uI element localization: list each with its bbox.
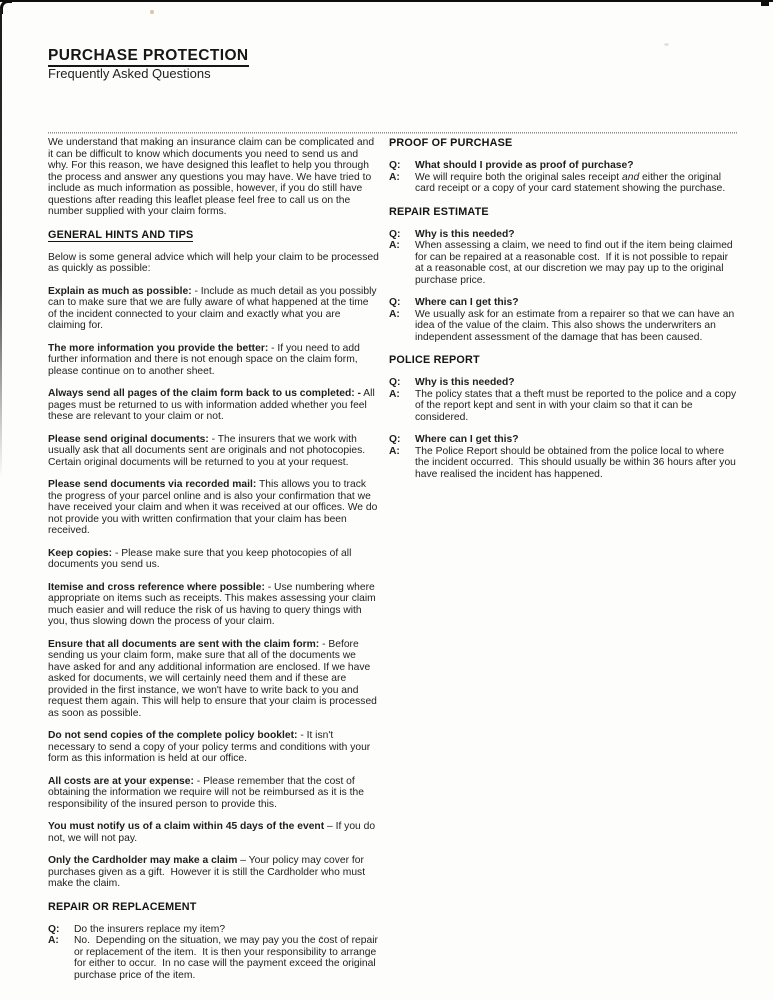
a-label: A: (389, 445, 400, 457)
qa-block (389, 160, 737, 195)
question-row (389, 297, 737, 309)
section-heading-text: POLICE REPORT (389, 354, 480, 366)
answer-text (74, 935, 379, 981)
a-label: A: (389, 308, 400, 320)
question-text: Why is this needed? (415, 377, 515, 388)
paragraph-text: – If you do not, we will not pay. (48, 821, 378, 844)
paragraph (48, 137, 379, 218)
two-column-layout (48, 137, 737, 992)
a-label: A: (48, 935, 59, 946)
answer-text-part: We will require both the original sales receipt (415, 171, 622, 183)
question-text: Where can I get this? (415, 297, 519, 308)
answer-text-part: No. Depending on the situation, we may pay you the cost of repair or replacement of the item. It is then your responsibility to arrange for either to occur. In no case will the payment exceed the original purchase price of the item. (74, 935, 381, 981)
paragraph-lead: Keep copies: (48, 547, 113, 559)
answer-text (415, 389, 737, 424)
paragraph (48, 388, 379, 423)
paragraph-text: - Include as much detail as you possibly can to make sure that we are fully aware of what happened at the time of the incident connected to your claim and exactly what you are claiming for. (48, 285, 380, 331)
paragraph-text: - It isn't necessary to send a copy of your policy terms and conditions with your form as this information is held at our office. (48, 730, 374, 764)
paragraph-text: - Before sending us your claim form, make sure that all of the documents we have asked for and any additional information are enclosed. If we have asked for documents, we will certainly need them and if these are provided in the first instance, we won't have to write back to you and request them again. This will help to ensure that your claim is processed as soon as possible. (48, 638, 380, 719)
question-text: What should I provide as proof of purchase? (415, 160, 634, 171)
question-text: Where can I get this? (415, 434, 519, 445)
answer-text-part: either the original card receipt or a copy of your card statement showing the purchase. (415, 171, 726, 194)
paragraph-text: We understand that making an insurance claim can be complicated and it can be difficult to know which documents you need to send us and why. For this reason, we have designed this leaflet to help you through the process and answer any questions you may have. We have tried to include as much information as possible, however, if you do still have questions after reading this leaflet please feel free to call us on the number supplied with your claim forms. (48, 137, 377, 217)
paragraph-text: Below is some general advice which will help your claim to be processed as quickly as possible: (48, 251, 382, 274)
question-text: Why is this needed? (415, 228, 515, 240)
qa-block (389, 377, 737, 423)
section-heading-text: REPAIR ESTIMATE (389, 205, 489, 218)
q-label: Q: (389, 160, 401, 171)
paragraph-text: - If you need to add further information and there is not enough space on the claim form, please continue on to another sheet. (48, 342, 363, 377)
answer-row (389, 446, 737, 481)
paragraph-text: – Your policy may cover for purchases given as a gift. However it is still the Cardholder who must make the claim. (48, 855, 368, 889)
answer-text (415, 309, 737, 344)
question-row (48, 924, 379, 936)
answer-row (389, 172, 737, 195)
answer-text-part: We usually ask for an estimate from a repairer so that we can have an idea of the value of the claim. This also shows the underwriters an independent assessment of the damage that has been caused. (415, 308, 738, 343)
section-heading (389, 354, 737, 366)
q-label: Q: (389, 377, 401, 388)
answer-text (415, 240, 737, 286)
question-row (389, 434, 737, 446)
answer-text-italic: and (622, 171, 640, 183)
question-row (389, 160, 737, 172)
qa-block (389, 229, 737, 287)
answer-text (415, 172, 737, 195)
page-subtitle: Frequently Asked Questions (48, 66, 211, 81)
paragraph-lead: Please send documents via recorded mail: (48, 479, 257, 490)
section-heading (48, 901, 379, 913)
qa-block (389, 297, 737, 343)
a-label: A: (389, 240, 400, 251)
paragraph (48, 548, 379, 571)
answer-row (389, 309, 737, 344)
paragraph-lead: You must notify us of a claim within 45 days of the event (48, 821, 325, 832)
left-column (48, 137, 382, 992)
answer-text-part: The policy states that a theft must be reported to the police and a copy of the report kept and sent in with your claim so that it can be considered. (415, 388, 739, 423)
paragraph (48, 821, 379, 844)
a-label: A: (389, 171, 400, 183)
paragraph-text: - Please make sure that you keep photocopies of all documents you send us. (48, 547, 355, 570)
paragraph (48, 639, 379, 720)
paragraph-lead: Always send all pages of the claim form back to us completed: - (48, 388, 361, 399)
a-label: A: (389, 388, 400, 400)
paragraph-lead: Do not send copies of the complete policy booklet: (48, 730, 298, 741)
answer-text-part: When assessing a claim, we need to find out if the item being claimed for can be repaired at a reasonable cost. If it is not possible to repair at a reasonable cost, at our discretion we may pay up to the original purchase price. (415, 240, 736, 286)
paragraph-lead: The more information you provide the better: (48, 342, 269, 354)
paragraph (48, 286, 379, 332)
answer-text (415, 446, 737, 481)
answer-row (48, 935, 379, 981)
section-heading-text: REPAIR OR REPLACEMENT (48, 900, 197, 913)
paragraph-lead: Only the Cardholder may make a claim (48, 855, 238, 866)
q-label: Q: (389, 228, 401, 240)
section-heading (389, 137, 737, 149)
section-heading-text: GENERAL HINTS AND TIPS (48, 228, 194, 241)
paragraph-text: - Please remember that the cost of obtaining the information we require will not be reimbursed as it is the responsibility of the insured person to provide this. (48, 775, 367, 810)
paragraph-lead: Itemise and cross reference where possible: (48, 581, 265, 593)
paragraph-text: - Use numbering where appropriate on items such as receipts. This makes assessing your claim much easier and will reduce the risk of us having to query things with you, thus slowing down the process of your claim. (48, 581, 379, 627)
page-title (48, 47, 737, 64)
question-row (389, 229, 737, 241)
q-label: Q: (389, 297, 401, 308)
q-label: Q: (389, 434, 401, 445)
q-label: Q: (48, 923, 60, 935)
page-title-text: PURCHASE PROTECTION (48, 47, 249, 67)
section-heading-text: PROOF OF PURCHASE (389, 137, 513, 149)
paragraph (48, 730, 379, 765)
answer-row (389, 240, 737, 286)
paragraph-lead: Explain as much as possible: (48, 285, 192, 297)
section-heading (48, 229, 379, 241)
column-gap (379, 137, 389, 992)
paragraph (48, 434, 379, 469)
question-row (389, 377, 737, 389)
qa-block (48, 924, 379, 982)
dotted-separator (48, 132, 737, 134)
paragraph-text: - The insurers that we work with usually ask that all documents sent are originals and not photocopies. Certain original documents will be returned to you at your request. (48, 433, 368, 468)
section-heading (389, 206, 737, 218)
paragraph (48, 479, 379, 537)
paragraph-text: This allows you to track the progress of your parcel online and is also your confirmation that we have received your claim and when it was received at our offices. We do not provide you with written confirmation that your claim has been received. (48, 479, 381, 536)
paragraph (48, 251, 382, 275)
paragraph-lead: All costs are at your expense: (48, 775, 194, 787)
question-text: Do the insurers replace my item? (74, 923, 226, 935)
answer-row (389, 389, 737, 424)
paragraph (48, 855, 379, 890)
answer-text-part: The Police Report should be obtained from the police local to where the incident occurred. This should usually be within 36 hours after you have realised the incident has happened. (415, 445, 739, 480)
paragraph-text: All pages must be returned to us with information added whether you feel these are relevant to your claim or not. (48, 388, 378, 422)
paragraph-lead: Ensure that all documents are sent with the claim form: (48, 638, 320, 650)
paragraph (48, 582, 379, 628)
paragraph (48, 776, 379, 811)
right-column (389, 137, 737, 992)
paragraph (48, 343, 379, 378)
paragraph-lead: Please send original documents: (48, 433, 209, 445)
qa-block (389, 434, 737, 480)
